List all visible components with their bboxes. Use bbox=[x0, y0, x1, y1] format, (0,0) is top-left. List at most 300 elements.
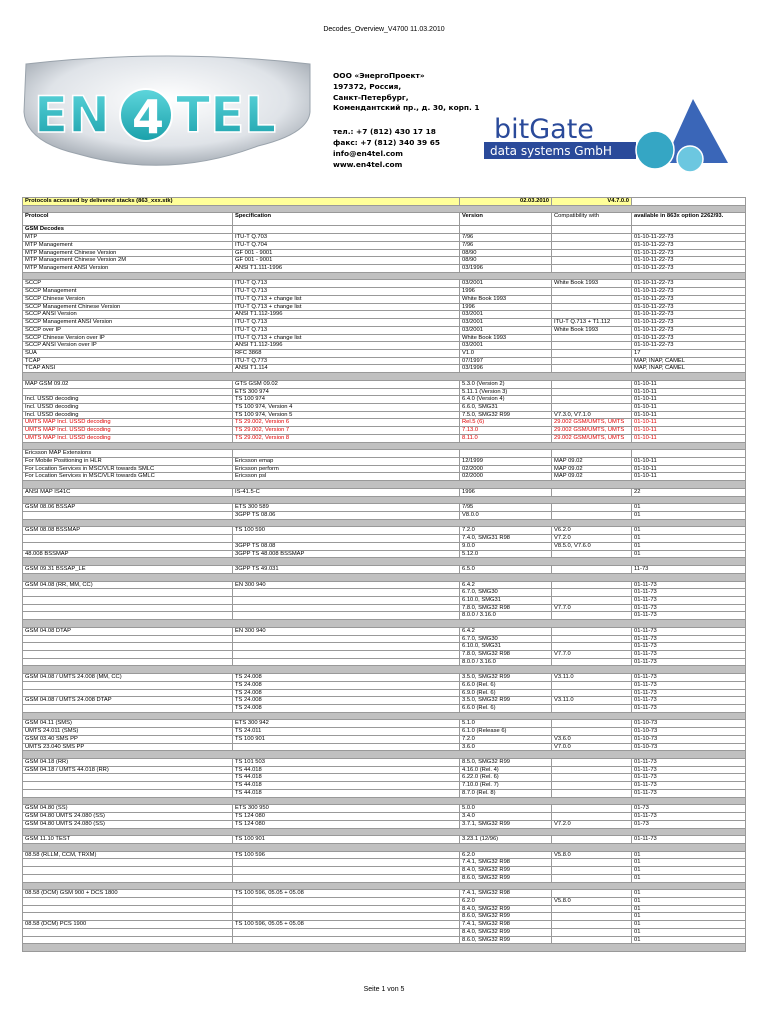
cell-compatibility bbox=[552, 566, 632, 574]
cell-compatibility: V7.2.0 bbox=[552, 820, 632, 828]
cell-protocol: SCCP Management bbox=[23, 288, 233, 296]
cell-version: 7.8.0, SMG32 R98 bbox=[460, 604, 552, 612]
cell-available bbox=[632, 450, 746, 458]
table-row bbox=[23, 411, 746, 419]
cell-version bbox=[460, 450, 552, 458]
cell-protocol: Ericsson MAP Extensions bbox=[23, 450, 233, 458]
table-row bbox=[23, 658, 746, 666]
cell-version: 7.5.0, SMG32 R99 bbox=[460, 411, 552, 419]
cell-available: 01-10-11 bbox=[632, 434, 746, 442]
table-row bbox=[23, 357, 746, 365]
cell-compatibility bbox=[552, 365, 632, 373]
cell-compatibility bbox=[552, 813, 632, 821]
cell-version: 1996 bbox=[460, 303, 552, 311]
cell-available: 01-10-11 bbox=[632, 388, 746, 396]
cell-specification: TS 100 596 bbox=[233, 851, 460, 859]
cell-specification bbox=[233, 905, 460, 913]
cell-protocol bbox=[23, 913, 233, 921]
cell-available: 01 bbox=[632, 504, 746, 512]
cell-protocol: SCCP ANSI Version over IP bbox=[23, 342, 233, 350]
cell-specification: TS 44.018 bbox=[233, 782, 460, 790]
table-row bbox=[23, 396, 746, 404]
cell-available: 01-10-11 bbox=[632, 473, 746, 481]
table-row bbox=[23, 535, 746, 543]
table-row bbox=[23, 890, 746, 898]
cell-specification: TS 24.008 bbox=[233, 689, 460, 697]
cell-protocol: UMTS 23.040 SMS PP bbox=[23, 743, 233, 751]
cell-compatibility bbox=[552, 504, 632, 512]
cell-protocol: GSM 04.18 (RR) bbox=[23, 759, 233, 767]
cell-available: MAP, INAP, CAMEL bbox=[632, 357, 746, 365]
table-row bbox=[23, 650, 746, 658]
cell-specification: TS 44.018 bbox=[233, 789, 460, 797]
cell-compatibility bbox=[552, 612, 632, 620]
email-link[interactable]: info@en4tel.com bbox=[333, 148, 403, 158]
cell-version: 6.4.0 (Version 4) bbox=[460, 396, 552, 404]
cell-protocol bbox=[23, 905, 233, 913]
address-street: Комендантский пр., д. 30, корп. 1 bbox=[333, 103, 480, 113]
cell-specification bbox=[233, 658, 460, 666]
separator-row bbox=[23, 442, 746, 450]
cell-available: 01-10-11-22-73 bbox=[632, 265, 746, 273]
cell-specification bbox=[233, 612, 460, 620]
company-name: ООО «ЭнергоПроект» bbox=[333, 71, 425, 80]
col-compatibility: Compatibility with bbox=[552, 213, 632, 226]
cell-protocol: GSM 04.80 UMTS 24.080 (SS) bbox=[23, 813, 233, 821]
cell-specification bbox=[233, 859, 460, 867]
separator-row bbox=[23, 481, 746, 489]
table-row bbox=[23, 913, 746, 921]
cell-version: 03/2001 bbox=[460, 342, 552, 350]
website-link[interactable]: www.en4tel.com bbox=[333, 159, 403, 169]
cell-available: 01-10-11-22-73 bbox=[632, 311, 746, 319]
cell-specification: ITU-T Q.713 bbox=[233, 280, 460, 288]
cell-protocol bbox=[23, 643, 233, 651]
cell-protocol bbox=[23, 612, 233, 620]
cell-compatibility bbox=[552, 311, 632, 319]
cell-specification bbox=[233, 936, 460, 944]
cell-compatibility bbox=[552, 658, 632, 666]
cell-specification bbox=[233, 874, 460, 882]
cell-protocol: MTP Management bbox=[23, 241, 233, 249]
table-row bbox=[23, 905, 746, 913]
cell-version: 7.2.0 bbox=[460, 527, 552, 535]
cell-specification: TS 44.018 bbox=[233, 774, 460, 782]
address-zip-country: 197372, Россия, bbox=[333, 81, 402, 91]
cell-version: 3.4.0 bbox=[460, 813, 552, 821]
cell-compatibility: V8.5.0, V7.6.0 bbox=[552, 542, 632, 550]
cell-version bbox=[460, 226, 552, 234]
cell-version: 12/1999 bbox=[460, 458, 552, 466]
cell-protocol: MTP Management Chinese Version 2M bbox=[23, 257, 233, 265]
cell-available: 01 bbox=[632, 550, 746, 558]
cell-protocol: MAP GSM 09.02 bbox=[23, 380, 233, 388]
cell-version: 03/2001 bbox=[460, 319, 552, 327]
cell-available: 01 bbox=[632, 936, 746, 944]
cell-available: 22 bbox=[632, 488, 746, 496]
cell-protocol bbox=[23, 512, 233, 520]
separator-row bbox=[23, 843, 746, 851]
cell-protocol: Incl. USSD decoding bbox=[23, 403, 233, 411]
table-row bbox=[23, 928, 746, 936]
cell-protocol bbox=[23, 689, 233, 697]
table-row bbox=[23, 681, 746, 689]
cell-specification: 3GPP TS 48.008 BSSMAP bbox=[233, 550, 460, 558]
col-version: Version bbox=[460, 213, 552, 226]
cell-protocol: MTP Management ANSI Version bbox=[23, 265, 233, 273]
table-row bbox=[23, 458, 746, 466]
cell-protocol: SCCP Chinese Version over IP bbox=[23, 334, 233, 342]
cell-version: 7.13.0 bbox=[460, 427, 552, 435]
cell-version: 08/90 bbox=[460, 257, 552, 265]
col-protocol: Protocol bbox=[23, 213, 233, 226]
cell-available: 01 bbox=[632, 851, 746, 859]
cell-available: 01 bbox=[632, 512, 746, 520]
cell-compatibility: MAP 09.02 bbox=[552, 458, 632, 466]
cell-available: 01-10-11-22-73 bbox=[632, 342, 746, 350]
cell-available: 01 bbox=[632, 897, 746, 905]
cell-specification: GF 001 - 9001 bbox=[233, 249, 460, 257]
cell-specification: IS-41.5-C bbox=[233, 488, 460, 496]
cell-available: 01-10-11-22-73 bbox=[632, 326, 746, 334]
cell-compatibility bbox=[552, 334, 632, 342]
cell-specification: ITU-T Q.773 bbox=[233, 357, 460, 365]
cell-compatibility bbox=[552, 241, 632, 249]
cell-specification: GTS GSM 09.02 bbox=[233, 380, 460, 388]
cell-specification bbox=[233, 643, 460, 651]
cell-protocol: SCCP Management Chinese Version bbox=[23, 303, 233, 311]
cell-available: 01-10-11-22-73 bbox=[632, 241, 746, 249]
cell-compatibility: V3.11.0 bbox=[552, 697, 632, 705]
cell-protocol: For Location Services in MSC/VLR towards GMLC bbox=[23, 473, 233, 481]
cell-available: 01-10-73 bbox=[632, 735, 746, 743]
cell-version: 5.0.0 bbox=[460, 805, 552, 813]
cell-protocol: GSM 04.80 (SS) bbox=[23, 805, 233, 813]
table-row bbox=[23, 774, 746, 782]
table-row bbox=[23, 759, 746, 767]
cell-version: 6.4.2 bbox=[460, 627, 552, 635]
table-row bbox=[23, 319, 746, 327]
separator-row bbox=[23, 272, 746, 280]
cell-specification: ANSI T1.114 bbox=[233, 365, 460, 373]
table-row bbox=[23, 388, 746, 396]
cell-version: 8.6.0, SMG32 R99 bbox=[460, 874, 552, 882]
cell-compatibility: V5.8.0 bbox=[552, 897, 632, 905]
cell-protocol bbox=[23, 596, 233, 604]
cell-compatibility bbox=[552, 759, 632, 767]
cell-protocol bbox=[23, 789, 233, 797]
cell-protocol: GSM 04.08 / UMTS 24.008 (MM, CC) bbox=[23, 674, 233, 682]
table-row bbox=[23, 766, 746, 774]
cell-compatibility bbox=[552, 890, 632, 898]
table-row bbox=[23, 427, 746, 435]
cell-protocol bbox=[23, 604, 233, 612]
cell-available: 01 bbox=[632, 874, 746, 882]
cell-specification: ETS 300 942 bbox=[233, 720, 460, 728]
cell-specification: ETS 300 974 bbox=[233, 388, 460, 396]
cell-available: 01-11-73 bbox=[632, 589, 746, 597]
cell-protocol: GSM Decodes bbox=[23, 226, 233, 234]
cell-available: 01-11-73 bbox=[632, 782, 746, 790]
cell-version: 6.6.0, SMG31 bbox=[460, 403, 552, 411]
table-row bbox=[23, 280, 746, 288]
separator-row bbox=[23, 573, 746, 581]
cell-compatibility bbox=[552, 913, 632, 921]
cell-specification: ITU-T Q.704 bbox=[233, 241, 460, 249]
cell-available: 01-11-73 bbox=[632, 635, 746, 643]
cell-protocol: TCAP ANSI bbox=[23, 365, 233, 373]
cell-specification: ITU-T Q.713 bbox=[233, 326, 460, 334]
cell-available: 01-10-11 bbox=[632, 411, 746, 419]
separator-row bbox=[23, 828, 746, 836]
cell-compatibility bbox=[552, 921, 632, 929]
cell-available: 01-11-73 bbox=[632, 836, 746, 844]
cell-protocol: GSM 04.08 / UMTS 24.008 DTAP bbox=[23, 697, 233, 705]
cell-compatibility: White Book 1993 bbox=[552, 280, 632, 288]
cell-available: 01-11-73 bbox=[632, 604, 746, 612]
cell-version: 7.4.0, SMG31 R98 bbox=[460, 535, 552, 543]
cell-protocol: UMTS MAP Incl. USSD decoding bbox=[23, 434, 233, 442]
cell-specification: RFC 3868 bbox=[233, 349, 460, 357]
cell-version: 6.2.0 bbox=[460, 897, 552, 905]
cell-version: 6.6.0 (Rel. 6) bbox=[460, 681, 552, 689]
table-row bbox=[23, 226, 746, 234]
cell-protocol bbox=[23, 897, 233, 905]
cell-version: 9.0.0 bbox=[460, 542, 552, 550]
cell-protocol bbox=[23, 658, 233, 666]
cell-specification: ITU-T Q.713 + change list bbox=[233, 303, 460, 311]
cell-protocol: SCCP Chinese Version bbox=[23, 295, 233, 303]
cell-protocol: 48.008 BSSMAP bbox=[23, 550, 233, 558]
cell-protocol bbox=[23, 936, 233, 944]
cell-available: 01 bbox=[632, 859, 746, 867]
cell-protocol bbox=[23, 867, 233, 875]
svg-text:bitGate: bitGate bbox=[494, 114, 594, 145]
cell-protocol: For Mobile Positioning in HLR bbox=[23, 458, 233, 466]
cell-available: 01 bbox=[632, 905, 746, 913]
table-row bbox=[23, 342, 746, 350]
cell-protocol: TCAP bbox=[23, 357, 233, 365]
cell-protocol: GSM 11.10 TEST bbox=[23, 836, 233, 844]
cell-version: 3.5.0, SMG32 R99 bbox=[460, 697, 552, 705]
cell-version: 03/2001 bbox=[460, 326, 552, 334]
cell-compatibility bbox=[552, 805, 632, 813]
cell-specification bbox=[233, 589, 460, 597]
cell-protocol: Incl. USSD decoding bbox=[23, 411, 233, 419]
cell-protocol bbox=[23, 635, 233, 643]
cell-available: 01-11-73 bbox=[632, 581, 746, 589]
cell-specification: TS 29.002, Version 7 bbox=[233, 427, 460, 435]
cell-specification: TS 100 590 bbox=[233, 527, 460, 535]
cell-compatibility: V7.2.0 bbox=[552, 535, 632, 543]
table-row bbox=[23, 596, 746, 604]
cell-version: 02/2000 bbox=[460, 465, 552, 473]
cell-available: 01-10-11 bbox=[632, 465, 746, 473]
bitgate-logo bbox=[480, 95, 735, 175]
table-row bbox=[23, 705, 746, 713]
table-row bbox=[23, 851, 746, 859]
table-row bbox=[23, 789, 746, 797]
cell-version: 07/1997 bbox=[460, 357, 552, 365]
cell-available: 01 bbox=[632, 921, 746, 929]
cell-specification: ETS 300 950 bbox=[233, 805, 460, 813]
cell-specification: TS 100 974, Version 5 bbox=[233, 411, 460, 419]
cell-specification: TS 101 503 bbox=[233, 759, 460, 767]
cell-available: 01-10-73 bbox=[632, 720, 746, 728]
cell-available: 01-10-11-22-73 bbox=[632, 319, 746, 327]
cell-protocol: GSM 04.08 DTAP bbox=[23, 627, 233, 635]
page-footer: Seite 1 von 5 bbox=[363, 986, 405, 993]
cell-specification bbox=[233, 650, 460, 658]
cell-version: 8.6.0, SMG32 R99 bbox=[460, 913, 552, 921]
cell-available: 01-11-73 bbox=[632, 612, 746, 620]
cell-version: 7.4.1, SMG32 R98 bbox=[460, 859, 552, 867]
cell-protocol bbox=[23, 782, 233, 790]
table-row bbox=[23, 380, 746, 388]
cell-version: 6.9.0 (Rel. 6) bbox=[460, 689, 552, 697]
cell-available: 01 bbox=[632, 913, 746, 921]
cell-compatibility bbox=[552, 789, 632, 797]
table-row bbox=[23, 735, 746, 743]
fax-number: факс: +7 (812) 340 39 65 bbox=[333, 137, 441, 147]
table-row bbox=[23, 813, 746, 821]
cell-version: 6.10.0, SMG31 bbox=[460, 596, 552, 604]
table-row bbox=[23, 697, 746, 705]
cell-version: 02/2000 bbox=[460, 473, 552, 481]
cell-compatibility bbox=[552, 782, 632, 790]
cell-version: 5.3.0 (Version 2) bbox=[460, 380, 552, 388]
cell-compatibility: White Book 1993 bbox=[552, 326, 632, 334]
cell-compatibility: V7.7.0 bbox=[552, 604, 632, 612]
cell-compatibility bbox=[552, 257, 632, 265]
cell-protocol bbox=[23, 928, 233, 936]
cell-specification: ITU-T Q.713 + change list bbox=[233, 295, 460, 303]
table-row bbox=[23, 295, 746, 303]
table-row bbox=[23, 674, 746, 682]
cell-specification: Ericsson emap bbox=[233, 458, 460, 466]
cell-available: 01-10-73 bbox=[632, 728, 746, 736]
cell-compatibility bbox=[552, 265, 632, 273]
cell-available: 11-73 bbox=[632, 566, 746, 574]
cell-protocol bbox=[23, 650, 233, 658]
cell-protocol: GSM 04.80 UMTS 24.080 (SS) bbox=[23, 820, 233, 828]
cell-available: 01-10-11-22-73 bbox=[632, 249, 746, 257]
cell-protocol: For Location Services in MSC/VLR towards SMLC bbox=[23, 465, 233, 473]
cell-compatibility bbox=[552, 403, 632, 411]
page-header: Decodes_Overview_V4700 11.03.2010 bbox=[323, 26, 445, 33]
cell-compatibility bbox=[552, 349, 632, 357]
cell-protocol: SCCP bbox=[23, 280, 233, 288]
table-row bbox=[23, 403, 746, 411]
cell-compatibility: V5.8.0 bbox=[552, 851, 632, 859]
cell-compatibility bbox=[552, 928, 632, 936]
table-row bbox=[23, 241, 746, 249]
en4tel-logo bbox=[18, 54, 316, 174]
cell-version: 1996 bbox=[460, 288, 552, 296]
table-row bbox=[23, 527, 746, 535]
cell-version: 8.4.0, SMG32 R99 bbox=[460, 905, 552, 913]
col-available: available in 863x option 2262/93. bbox=[632, 213, 746, 226]
table-row bbox=[23, 921, 746, 929]
cell-version: 03/2001 bbox=[460, 311, 552, 319]
cell-available bbox=[632, 226, 746, 234]
cell-protocol: GSM 04.11 (SMS) bbox=[23, 720, 233, 728]
cell-version: 3.5.0, SMG32 R99 bbox=[460, 674, 552, 682]
cell-version: 1996 bbox=[460, 488, 552, 496]
table-title-row bbox=[23, 198, 746, 206]
cell-available: 01-10-11 bbox=[632, 419, 746, 427]
cell-specification: 3GPP TS 08.08 bbox=[233, 542, 460, 550]
table-version: V4.7.0.0 bbox=[552, 198, 632, 206]
cell-available: 01-11-73 bbox=[632, 643, 746, 651]
cell-compatibility bbox=[552, 905, 632, 913]
cell-available: 01-11-73 bbox=[632, 627, 746, 635]
cell-available: 01-10-11-22-73 bbox=[632, 234, 746, 242]
cell-version: 8.4.0, SMG32 R99 bbox=[460, 867, 552, 875]
cell-version: 08/90 bbox=[460, 249, 552, 257]
cell-specification bbox=[233, 743, 460, 751]
cell-version: White Book 1993 bbox=[460, 295, 552, 303]
cell-compatibility: V7.7.0 bbox=[552, 650, 632, 658]
phone-number: тел.: +7 (812) 430 17 18 bbox=[333, 127, 436, 137]
table-row bbox=[23, 550, 746, 558]
cell-version: V8.0.0 bbox=[460, 512, 552, 520]
svg-text:data systems GmbH: data systems GmbH bbox=[490, 144, 612, 158]
separator-row bbox=[23, 519, 746, 527]
cell-version: 8.11.0 bbox=[460, 434, 552, 442]
cell-compatibility bbox=[552, 689, 632, 697]
cell-available: 01 bbox=[632, 527, 746, 535]
cell-compatibility bbox=[552, 859, 632, 867]
cell-compatibility: V6.2.0 bbox=[552, 527, 632, 535]
table-row bbox=[23, 249, 746, 257]
table-row bbox=[23, 589, 746, 597]
cell-available: 01-10-11 bbox=[632, 396, 746, 404]
cell-available: 01-11-73 bbox=[632, 774, 746, 782]
separator-row bbox=[23, 620, 746, 628]
cell-protocol bbox=[23, 859, 233, 867]
cell-version: 6.2.0 bbox=[460, 851, 552, 859]
cell-specification: Ericsson perform bbox=[233, 465, 460, 473]
cell-specification: TS 29.002, Version 6 bbox=[233, 419, 460, 427]
table-row bbox=[23, 566, 746, 574]
cell-version: 3.23.1 (12/96) bbox=[460, 836, 552, 844]
cell-version: 7.10.0 (Rel. 7) bbox=[460, 782, 552, 790]
table-row bbox=[23, 365, 746, 373]
cell-version: 7.4.1, SMG32 R98 bbox=[460, 921, 552, 929]
cell-protocol: UMTS MAP Incl. USSD decoding bbox=[23, 427, 233, 435]
table-row bbox=[23, 488, 746, 496]
table-row bbox=[23, 836, 746, 844]
cell-available: 01 bbox=[632, 542, 746, 550]
table-row bbox=[23, 635, 746, 643]
cell-available: 01-10-11 bbox=[632, 427, 746, 435]
cell-compatibility bbox=[552, 867, 632, 875]
cell-compatibility bbox=[552, 388, 632, 396]
cell-available: 01-10-11-22-73 bbox=[632, 295, 746, 303]
cell-specification: TS 124 080 bbox=[233, 813, 460, 821]
cell-protocol: GSM 09.31 BSSAP_LE bbox=[23, 566, 233, 574]
table-row bbox=[23, 805, 746, 813]
table-row bbox=[23, 257, 746, 265]
table-row bbox=[23, 581, 746, 589]
cell-compatibility bbox=[552, 936, 632, 944]
table-row bbox=[23, 311, 746, 319]
cell-specification: 3GPP TS 08.06 bbox=[233, 512, 460, 520]
cell-compatibility bbox=[552, 581, 632, 589]
cell-protocol: Incl. USSD decoding bbox=[23, 396, 233, 404]
cell-available: 01-10-11 bbox=[632, 403, 746, 411]
